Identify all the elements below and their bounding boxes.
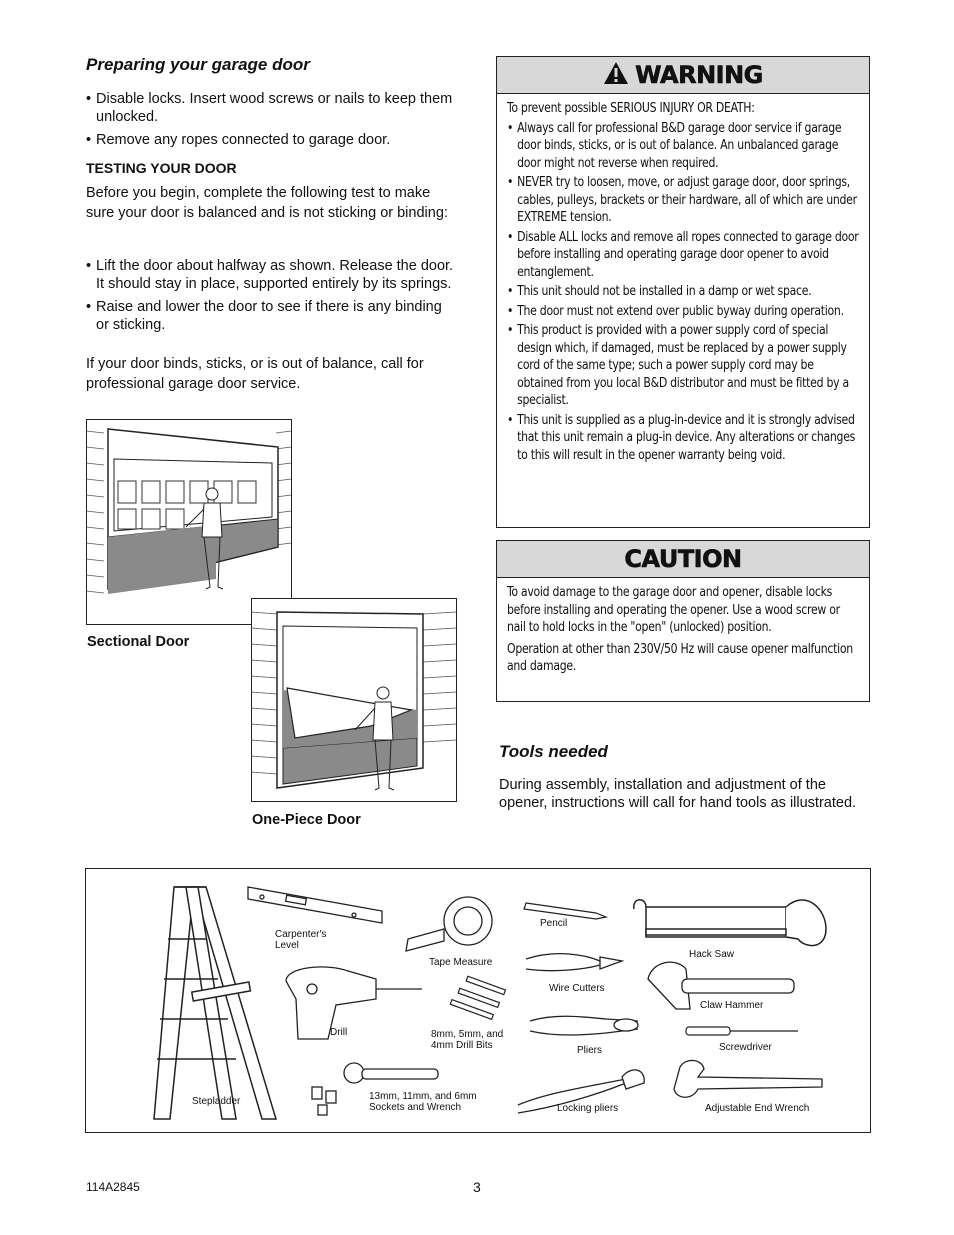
sectional-door-illustration xyxy=(86,419,292,625)
tape-measure-label: Tape Measure xyxy=(429,957,493,968)
wire-cutters-label: Wire Cutters xyxy=(549,983,605,994)
screwdriver-label: Screwdriver xyxy=(719,1042,772,1053)
warning-body xyxy=(507,100,861,464)
adjustable-wrench-drawing xyxy=(674,1060,822,1097)
level-drawing xyxy=(248,887,382,923)
wire-cutters-drawing xyxy=(526,954,622,971)
testing-bullet-list xyxy=(86,257,458,339)
list-item: • Lift the door about halfway as shown. Release the door. It should stay in place, supported entirely by its springs. xyxy=(86,257,458,293)
list-item: • NEVER try to loosen, move, or adjust garage door, door springs, cables, pulleys, brackets or their hardware, all of which are under EXTREME tension. xyxy=(507,174,861,227)
pliers-drawing xyxy=(530,1016,638,1035)
sockets-label: 13mm, 11mm, and 6mm Sockets and Wrench xyxy=(369,1091,477,1113)
locking-pliers-label: Locking pliers xyxy=(557,1103,619,1114)
stepladder-label: Stepladder xyxy=(192,1096,241,1107)
one-piece-door-illustration xyxy=(251,598,457,802)
pencil-label: Pencil xyxy=(540,918,568,929)
adjustable-wrench-label: Adjustable End Wrench xyxy=(705,1103,810,1114)
drill-bits-label: 8mm, 5mm, and 4mm Drill Bits xyxy=(431,1029,504,1051)
level-label: Carpenter's Level xyxy=(275,929,327,951)
section-heading-preparing: Preparing your garage door xyxy=(86,55,310,74)
warning-list xyxy=(507,120,861,465)
preparing-bullet-list xyxy=(86,90,456,154)
warning-box xyxy=(496,56,870,528)
pliers-label: Pliers xyxy=(577,1045,603,1056)
pencil-drawing xyxy=(524,903,606,919)
testing-closing: If your door binds, sticks, or is out of balance, call for professional garage door service. xyxy=(86,356,424,392)
caution-para-1: To avoid damage to the garage door and opener, disable locks before installing and operating the opener. Use a wood screw or nail to hold locks in the "open" (unlocked) position. xyxy=(507,585,840,635)
stepladder-drawing xyxy=(154,887,276,1119)
tape-measure-drawing xyxy=(406,897,492,951)
caution-para-2: Operation at other than 230V/50 Hz will cause opener malfunction and damage. xyxy=(507,641,853,674)
caution-box xyxy=(496,540,870,702)
one-piece-door-label: One-Piece Door xyxy=(252,812,361,828)
warning-triangle-icon xyxy=(603,61,629,90)
list-item: • The door must not extend over public byway during operation. xyxy=(507,303,861,321)
list-item: • This unit should not be installed in a damp or wet space. xyxy=(507,283,861,301)
list-item: • This product is provided with a power supply cord of special design which, if damaged, must be replaced by a power supply cord of the same type; such a power supply cord may be obtained from you local B&D distributor and must be fitted by a specialist. xyxy=(507,322,861,410)
warning-title: WARNING xyxy=(635,61,763,89)
drill-bits-drawing xyxy=(450,976,505,1019)
list-item: • Always call for professional B&D garage door service if garage door binds, sticks, or is out of balance. An unbalanced garage door might not reverse when required. xyxy=(507,120,861,173)
list-item: • Disable locks. Insert wood screws or nails to keep them unlocked. xyxy=(86,90,456,126)
caution-title: CAUTION xyxy=(624,545,742,573)
list-item: • Remove any ropes connected to garage door. xyxy=(86,131,456,149)
tools-text: During assembly, installation and adjustment of the opener, instructions will call for hand tools as illustrated. xyxy=(499,777,857,811)
screwdriver-drawing xyxy=(686,1027,798,1035)
caution-body xyxy=(507,584,861,676)
warning-intro: To prevent possible SERIOUS INJURY OR DEATH: xyxy=(507,101,755,116)
tools-panel xyxy=(85,868,871,1133)
claw-hammer-label: Claw Hammer xyxy=(700,1000,764,1011)
list-item: • This unit is supplied as a plug-in-device and it is strongly advised that this unit remain a plug-in device. Any alterations or changes to this will result in the opener warranty being void. xyxy=(507,412,861,465)
testing-intro: Before you begin, complete the following test to make sure your door is balanced and is not sticking or binding: xyxy=(86,185,448,221)
hacksaw-drawing xyxy=(634,900,826,946)
hacksaw-label: Hack Saw xyxy=(689,949,735,960)
page-number: 3 xyxy=(473,1179,481,1195)
warning-header xyxy=(497,57,869,94)
drill-label: Drill xyxy=(330,1027,348,1038)
list-item: • Raise and lower the door to see if there is any binding or sticking. xyxy=(86,298,458,334)
testing-subheading: TESTING YOUR DOOR xyxy=(86,160,237,176)
caution-header xyxy=(497,541,869,578)
doc-number: 114A2845 xyxy=(86,1180,140,1194)
tools-heading: Tools needed xyxy=(499,742,608,761)
drill-drawing xyxy=(286,967,422,1039)
sectional-door-label: Sectional Door xyxy=(87,634,190,650)
list-item: • Disable ALL locks and remove all ropes connected to garage door before installing and operating garage door opener to avoid entanglement. xyxy=(507,229,861,282)
